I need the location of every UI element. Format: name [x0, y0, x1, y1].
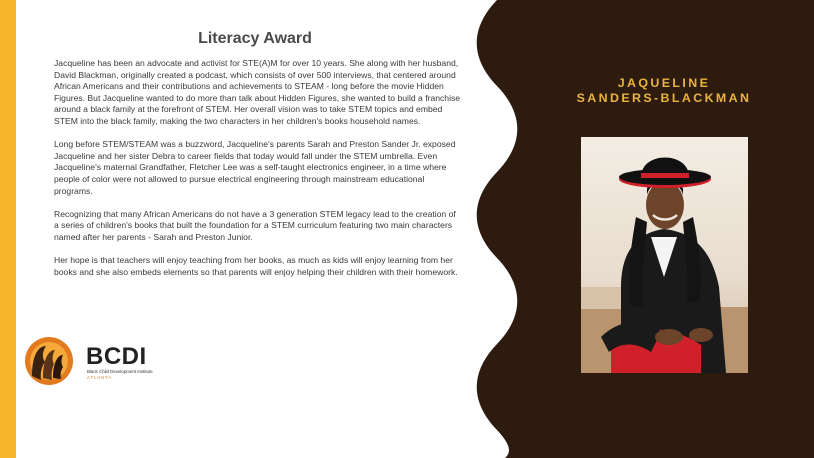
paragraph-2: Long before STEM/STEAM was a buzzword, Jacqueline's parents Sarah and Preston Sander Jr. exposed Jacqueline and her sister Debra to career fields that today would fall under the STEM umbrella. Even Jacqueline's maternal Grandfather, Fletcher Lee was a self-taught electronics engineer, in a time where people of color were not allowed to pursue electrical engineering through mainstream educational programs.	[54, 139, 456, 196]
paragraph-4: Her hope is that teachers will enjoy teaching from her books, as much as kids will enjoy learning from her books and she also embeds elements so that parents will enjoy helping their children with their homework.	[54, 255, 458, 277]
bcdi-logo	[24, 336, 174, 384]
award-description	[54, 58, 462, 290]
honoree-last-name: SANDERS-BLACKMAN	[576, 91, 752, 105]
paragraph-3: Recognizing that many African Americans do not have a 3 generation STEM legacy lead to the creation of a series of children's books that built the foundation for a STEM curriculum featuring two main characters named after her parents - Sarah and Preston Junior.	[54, 208, 456, 242]
bcdi-logo-city: ATLANTA	[87, 375, 113, 380]
bcdi-logo-text: BCDI	[86, 343, 147, 370]
portrait-illustration	[581, 137, 748, 373]
portrait-photo	[581, 137, 748, 373]
honoree-name	[560, 76, 768, 106]
accent-stripe	[0, 0, 16, 458]
bcdi-logo-subtitle: Black Child Development Institute	[87, 369, 153, 374]
honoree-first-name: JAQUELINE	[617, 76, 711, 90]
bcdi-logo-icon	[24, 336, 74, 386]
slide-title: Literacy Award	[198, 30, 312, 47]
paragraph-1: Jacqueline has been an advocate and activist for STE(A)M for over 10 years. She along with her husband, David Blackman, originally created a podcast, which consists of over 500 interviews, that centered around African Americans and their contributions and achievements to STEAM - long before the movie Hidden Figures. But Jacqueline wanted to do more than talk about Hidden Figures, she wanted to build a franchise around a black family at the forefront of STEM. Her overall vision was to take STEM topics and embed STEM into the black family, making the two characters in her children's books household names.	[54, 58, 461, 126]
